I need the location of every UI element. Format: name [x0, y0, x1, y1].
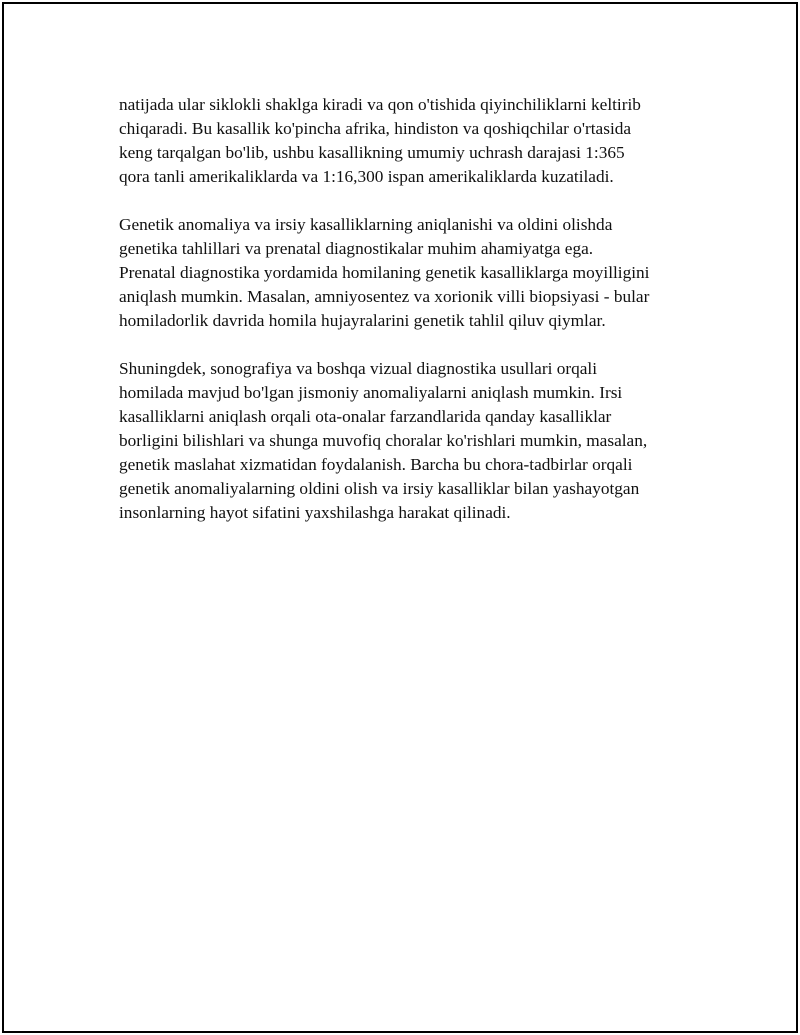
paragraph-2: [119, 213, 699, 333]
text-line: kasalliklarni aniqlash orqali ota-onalar farzandlarida qanday kasalliklar: [119, 407, 612, 426]
text-line: Shuningdek, sonografiya va boshqa vizual diagnostika usullari orqali: [119, 359, 598, 378]
text-line: Genetik anomaliya va irsiy kasalliklarning aniqlanishi va oldini olishda: [119, 215, 613, 234]
text-line: keng tarqalgan bo'lib, ushbu kasallikning umumiy uchrash darajasi 1:365: [119, 143, 625, 162]
text-line: Prenatal diagnostika yordamida homilaning genetik kasalliklarga moyilligini: [119, 263, 650, 282]
text-line: borligini bilishlari va shunga muvofiq choralar ko'rishlari mumkin, masalan,: [119, 431, 648, 450]
text-line: homilada mavjud bo'lgan jismoniy anomaliyalarni aniqlash mumkin. Irsi: [119, 383, 623, 402]
text-line: genetik maslahat xizmatidan foydalanish. Barcha bu chora-tadbirlar orqali: [119, 455, 633, 474]
text-line: genetik anomaliyalarning oldini olish va irsiy kasalliklar bilan yashayotgan: [119, 479, 640, 498]
paragraph-3: [119, 357, 699, 525]
document-body: [119, 93, 699, 549]
document-page: [2, 2, 798, 1033]
paragraph-1: [119, 93, 699, 189]
text-line: aniqlash mumkin. Masalan, amniyosentez va xorionik villi biopsiyasi - bular: [119, 287, 650, 306]
text-line: natijada ular siklokli shaklga kiradi va qon o'tishida qiyinchiliklarni keltirib: [119, 95, 641, 114]
text-line: genetika tahlillari va prenatal diagnostikalar muhim ahamiyatga ega.: [119, 239, 594, 258]
text-line: chiqaradi. Bu kasallik ko'pincha afrika, hindiston va qoshiqchilar o'rtasida: [119, 119, 632, 138]
text-line: insonlarning hayot sifatini yaxshilashga harakat qilinadi.: [119, 503, 511, 522]
text-line: qora tanli amerikaliklarda va 1:16,300 ispan amerikaliklarda kuzatiladi.: [119, 167, 614, 186]
text-line: homiladorlik davrida homila hujayralarini genetik tahlil qiluv qiymlar.: [119, 311, 606, 330]
